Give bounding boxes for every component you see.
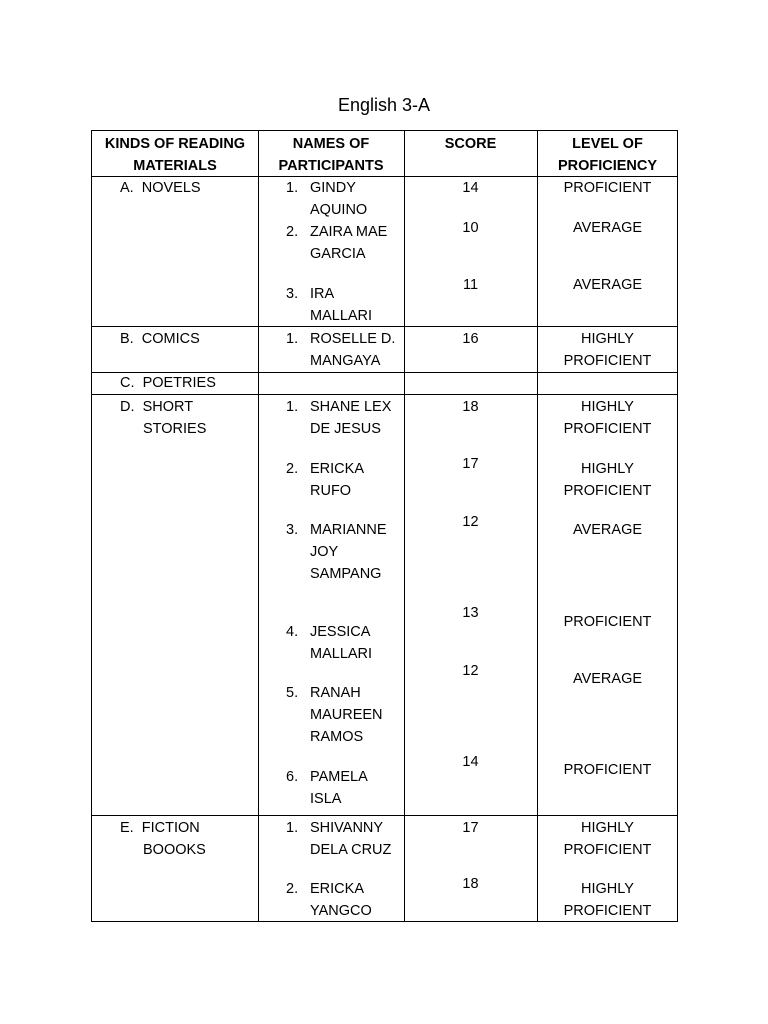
header-score: SCORE (444, 136, 497, 152)
row-divider (92, 326, 677, 327)
participant-name: IRA MALLARI (310, 286, 373, 324)
score-value: 16 (462, 331, 479, 347)
participant-entry: 2. (286, 881, 299, 897)
participant-entry: 1. (286, 820, 299, 836)
proficiency-level: PROFICIENT (563, 762, 652, 778)
participant-entry: 6. (286, 769, 299, 785)
participant-name: RANAH MAUREEN RAMOS (310, 685, 383, 745)
participant-name: ZAIRA MAE GARCIA (310, 224, 388, 262)
score-value: 14 (462, 754, 479, 770)
group-label-short-stories: D. SHORT (120, 399, 194, 415)
participant-entry: 3. (286, 286, 299, 302)
proficiency-level: HIGHLY PROFICIENT (563, 881, 652, 919)
participant-name: SHIVANNY DELA CRUZ (310, 820, 392, 858)
proficiency-level: HIGHLY PROFICIENT (563, 820, 652, 858)
proficiency-level: AVERAGE (572, 671, 643, 687)
proficiency-level: HIGHLY PROFICIENT (563, 331, 652, 369)
participant-entry: 1. (286, 399, 299, 415)
participant-name: PAMELA ISLA (310, 769, 368, 807)
participant-entry: 2. (286, 461, 299, 477)
participant-name: JESSICA MALLARI (310, 624, 373, 662)
participant-name: ERICKA RUFO (310, 461, 364, 499)
group-label-poetries: C. POETRIES (120, 375, 216, 391)
score-value: 12 (462, 514, 479, 530)
column-divider (258, 131, 259, 921)
reading-materials-table (91, 130, 678, 922)
participant-entry: 4. (286, 624, 299, 640)
proficiency-level: HIGHLY PROFICIENT (563, 461, 652, 499)
header-names: NAMES OF PARTICIPANTS (278, 136, 384, 174)
group-label-novels: A. NOVELS (120, 180, 201, 196)
score-value: 18 (462, 876, 479, 892)
group-label-short-stories-line2: STORIES (143, 421, 207, 437)
participant-name: ROSELLE D. MANGAYA (310, 331, 396, 369)
row-divider (92, 394, 677, 395)
row-divider (92, 815, 677, 816)
header-level: LEVEL OF PROFICIENCY (557, 136, 658, 174)
proficiency-level: AVERAGE (572, 220, 643, 236)
document-title: English 3-A (337, 95, 431, 115)
participant-name: MARIANNE JOY SAMPANG (310, 522, 387, 582)
score-value: 10 (462, 220, 479, 236)
participant-entry: 3. (286, 522, 299, 538)
score-value: 14 (462, 180, 479, 196)
participant-entry: 1. (286, 180, 299, 196)
score-value: 18 (462, 399, 479, 415)
proficiency-level: PROFICIENT (563, 614, 652, 630)
group-label-comics: B. COMICS (120, 331, 200, 347)
group-label-fiction-books: E. FICTION (120, 820, 200, 836)
score-value: 17 (462, 820, 479, 836)
participant-name: SHANE LEX DE JESUS (310, 399, 392, 437)
participant-name: GINDY AQUINO (310, 180, 368, 218)
score-value: 13 (462, 605, 479, 621)
proficiency-level: AVERAGE (572, 277, 643, 293)
score-value: 12 (462, 663, 479, 679)
score-value: 11 (462, 277, 479, 293)
participant-entry: 2. (286, 224, 299, 240)
participant-entry: 5. (286, 685, 299, 701)
proficiency-level: HIGHLY PROFICIENT (563, 399, 652, 437)
header-kinds: KINDS OF READING MATERIALS (104, 136, 246, 174)
group-label-fiction-books-line2: BOOOKS (143, 842, 206, 858)
score-value: 17 (462, 456, 479, 472)
participant-entry: 1. (286, 331, 299, 347)
proficiency-level: AVERAGE (572, 522, 643, 538)
proficiency-level: PROFICIENT (563, 180, 652, 196)
participant-name: ERICKA YANGCO (310, 881, 372, 919)
